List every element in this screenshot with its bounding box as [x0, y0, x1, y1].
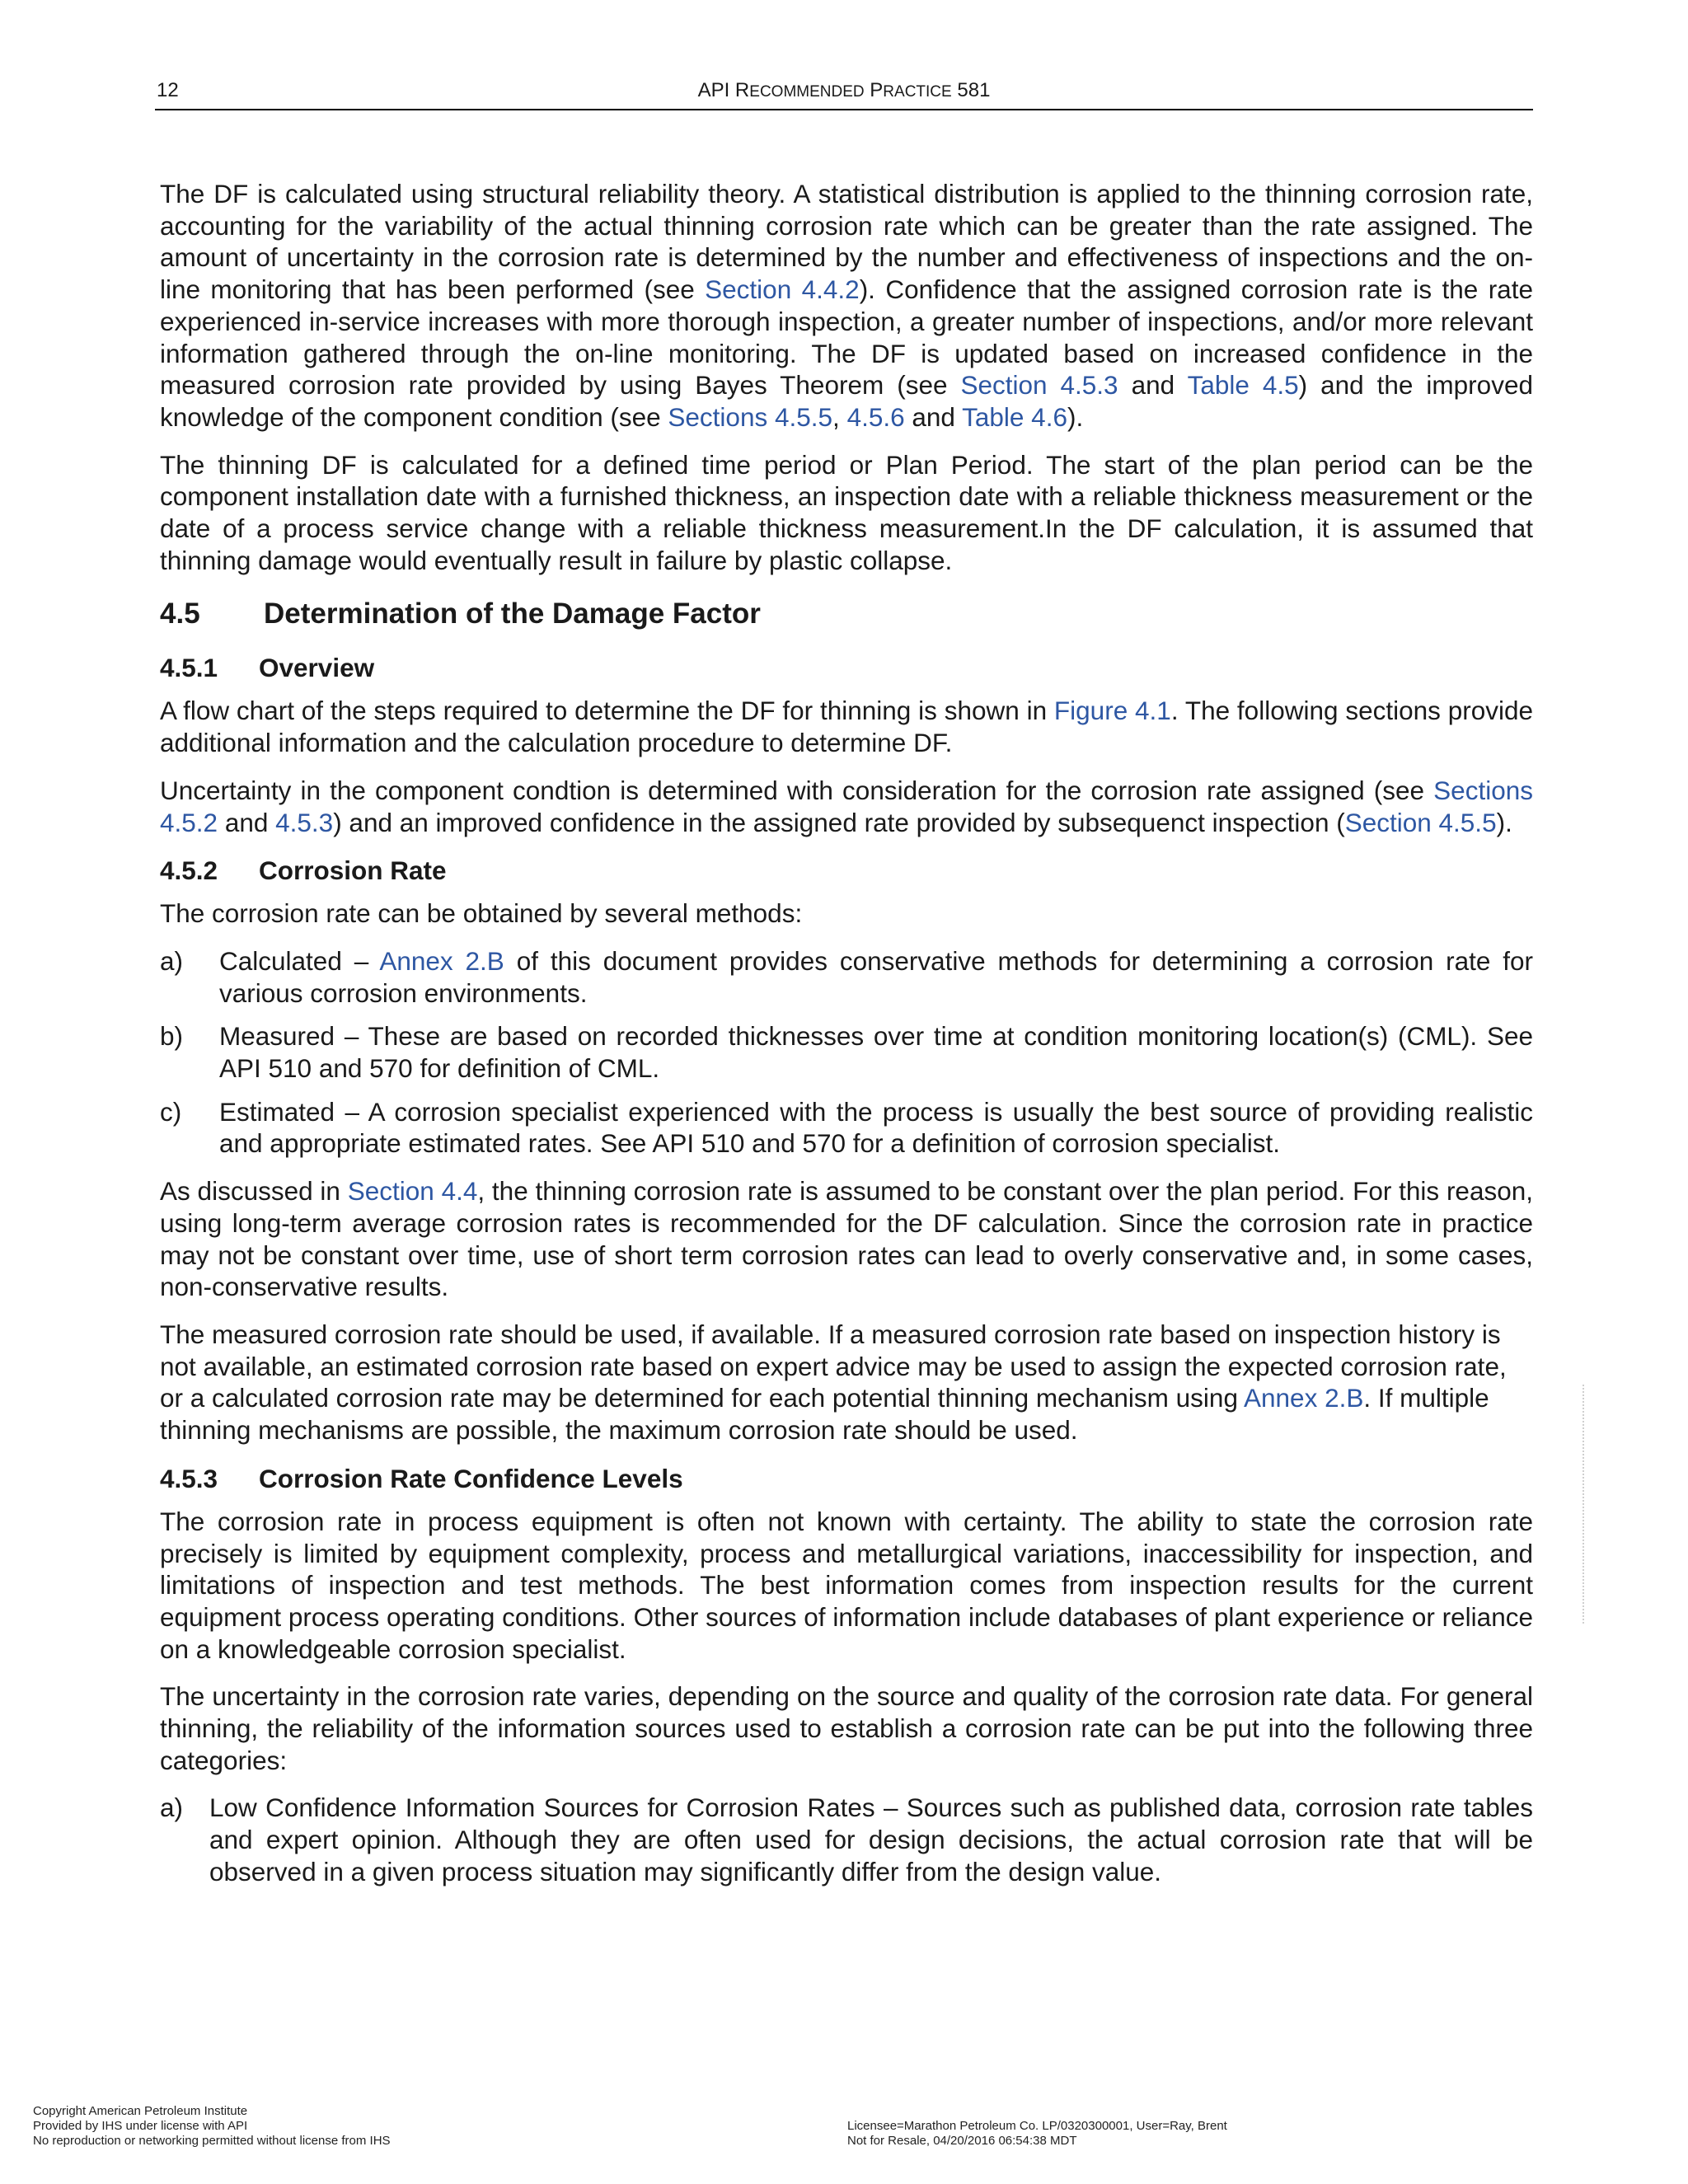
margin-marks — [1582, 1385, 1589, 1624]
page-header — [155, 79, 1533, 110]
link-annex-2b[interactable]: Annex 2.B — [379, 945, 504, 976]
list-item-estimated: c) Estimated – A corrosion specialist experienced with the process is usually the best source of providing realistic and appropriate estimated rates. See API 510 and 570 for a definition of corrosion specialist. — [160, 1096, 1533, 1159]
document-body — [160, 178, 1533, 1900]
link-sections-4-5-5[interactable]: Sections 4.5.5 — [668, 401, 833, 432]
link-figure-4-1[interactable]: Figure 4.1 — [1053, 696, 1171, 726]
paragraph-confidence-categories: The uncertainty in the corrosion rate varies, depending on the source and quality of the corrosion rate data. For general thinning, the reliability of the information sources used to establish a corrosion rate can be put into the following three categories: — [160, 1681, 1533, 1775]
link-table-4-5[interactable]: Table 4.5 — [1187, 370, 1299, 401]
link-table-4-6[interactable]: Table 4.6 — [962, 401, 1067, 432]
paragraph-df-reliability: The DF is calculated using structural reliability theory. A statistical distribution is applied to the thinning corrosion rate, accounting for the variability of the actual thinning corrosion rate which can be greater than the rate assigned. The amount of uncertainty in the corrosion rate is determined by the number and effectiveness of inspections and the on-line monitoring that has been performed (see Section 4.4.2). Confidence that the assigned corrosion rate is the rate experienced in-service increases with more thorough inspection, a greater number of inspections, and/or more relevant information gathered through the on-line monitoring. The DF is updated based on increased confidence in the measured corrosion rate provided by using Bayes Theorem (see Section 4.5.3 and Table 4.5) and the improved knowledge of the component condition (see Sections 4.5.5, 4.5.6 and Table 4.6). — [160, 179, 1533, 432]
list-item-calculated: a) Calculated – Annex 2.B of this document provides conservative methods for determining a corrosion rate for various corrosion environments. — [160, 945, 1533, 1008]
paragraph-measured-rate: The measured corrosion rate should be used, if available. If a measured corrosion rate based on inspection history is not available, an estimated corrosion rate based on expert advice may be used to assign the expected corrosion rate, or a calculated corrosion rate may be determined for each potential thinning mechanism using Annex 2.B. If multiple thinning mechanisms are possible, the maximum corrosion rate should be used. — [160, 1319, 1507, 1446]
link-section-4-5-5[interactable]: Section 4.5.5 — [1344, 807, 1497, 837]
link-section-4-4[interactable]: Section 4.4 — [347, 1176, 478, 1207]
link-sections-4-5-2[interactable]: Sections 4.5.2 — [160, 775, 1533, 837]
list-item-measured: b) Measured – These are based on recorded thicknesses over time at condition monitoring location(s) (CML). See API 510 and 570 for definition of CML. — [160, 1021, 1533, 1084]
link-section-4-5-3[interactable]: Section 4.5.3 — [960, 370, 1118, 401]
link-annex-2b-b[interactable]: Annex 2.B — [1244, 1383, 1364, 1413]
link-section-4-5-6[interactable]: 4.5.6 — [846, 401, 905, 432]
paragraph-overview-flowchart: A flow chart of the steps required to determine the DF for thinning is shown in Figure 4.1. The following sections provide additional information and the calculation procedure to determine DF. — [160, 696, 1534, 758]
running-title: API RECOMMENDED PRACTICE 581 — [697, 79, 991, 101]
section-heading-4-5-1: 4.5.1 Overview — [160, 653, 375, 683]
paragraph-plan-period: The thinning DF is calculated for a defined time period or Plan Period. The start of the plan period can be the component installation date with a furnished thickness, an inspection date with a reliable thickness measurement or the date of a process service change with a reliable thickness measurement.In the DF calculation, it is assumed that thinning damage would eventually result in failure by plastic collapse. — [160, 449, 1533, 575]
paragraph-methods-intro: The corrosion rate can be obtained by several methods: — [160, 898, 803, 929]
link-section-4-4-2[interactable]: Section 4.4.2 — [705, 274, 860, 305]
list-item-low-confidence: a) Low Confidence Information Sources for Corrosion Rates – Sources such as published data, corrosion rate tables and expert opinion. Although they are often used for design decisions, the actual corrosion rate that will be observed in a given process situation may significantly differ from the design value. — [160, 1793, 1533, 1886]
footer-license: Licensee=Marathon Petroleum Co. LP/0320300001, User=Ray, Brent Not for Resale, 04/20/2016 06:54:38 MDT — [847, 2119, 1227, 2148]
paragraph-constant-rate: As discussed in Section 4.4, the thinning corrosion rate is assumed to be constant over the plan period. For this reason, using long-term average corrosion rates is recommended for the DF calculation. Since the corrosion rate in practice may not be constant over time, use of short term corrosion rates can lead to overly conservative and, in some cases, non-conservative results. — [160, 1176, 1534, 1302]
link-section-4-5-3-b[interactable]: 4.5.3 — [275, 807, 334, 837]
section-heading-4-5-2: 4.5.2 Corrosion Rate — [160, 855, 447, 886]
paragraph-overview-uncertainty: Uncertainty in the component condtion is determined with consideration for the corrosion rate assigned (see Sections 4.5.2 and 4.5.3) and an improved confidence in the assigned rate provided by subsequenct inspection (Section 4.5.5). — [160, 775, 1533, 837]
footer-copyright: Copyright American Petroleum Institute Provided by IHS under license with API No reproduction or networking permitted without license from IHS — [33, 2104, 391, 2148]
section-heading-4-5: 4.5 Determination of the Damage Factor — [160, 598, 761, 630]
paragraph-uncertainty-equipment: The corrosion rate in process equipment is often not known with certainty. The ability to state the corrosion rate precisely is limited by equipment complexity, process and metallurgical variations, inaccessibility for inspection, and limitations of inspection and test methods. The best information comes from inspection results for the current equipment process operating conditions. Other sources of information include databases of plant experience or reliance on a knowledgeable corrosion specialist. — [160, 1506, 1533, 1664]
section-heading-4-5-3: 4.5.3 Corrosion Rate Confidence Levels — [160, 1463, 683, 1493]
page-number: 12 — [157, 79, 179, 101]
